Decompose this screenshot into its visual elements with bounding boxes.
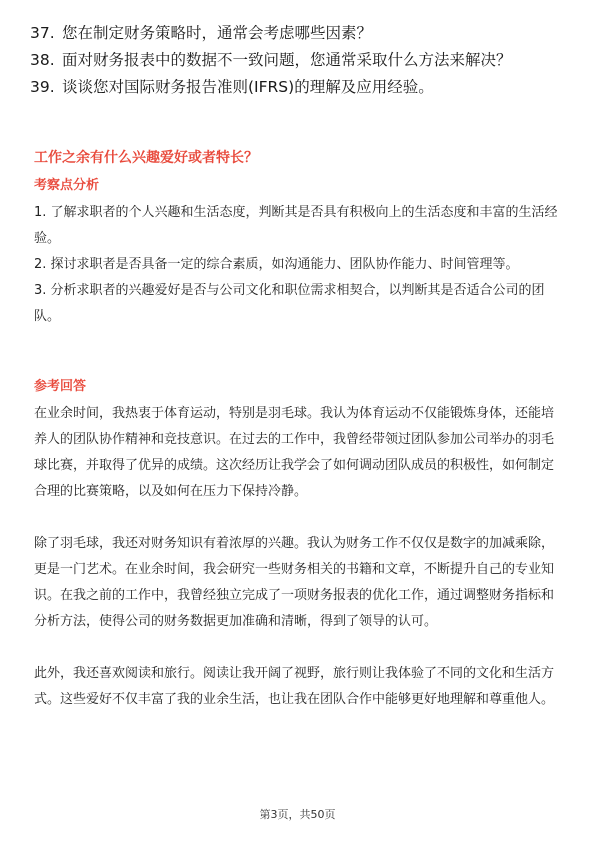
answer-paragraph: 在业余时间，我热衷于体育运动，特别是羽毛球。我认为体育运动不仅能锻炼身体，还能培养人的团队协作精神和竞技意识。在过去的工作中，我曾经带领过团队参加公司举办的羽毛球比赛，并取得了优异的成绩。这次经历让我学会了如何调动团队成员的积极性，如何制定合理的比赛策略，以及如何在压力下保持冷静。 [34,406,555,499]
question-list [30,22,570,103]
answer-heading: 参考回答 [34,379,87,394]
question-number: 37. [30,24,55,42]
analysis-point: 1. 了解求职者的个人兴趣和生活态度，判断其是否具有积极向上的生活态度和丰富的生活经验。 [34,205,558,246]
section-title: 工作之余有什么兴趣爱好或者特长？ [34,150,258,166]
page-number: 第3页，共50页 [259,808,336,821]
question-item [30,49,570,71]
answer-paragraph: 此外，我还喜欢阅读和旅行。阅读让我开阔了视野，旅行则让我体验了不同的文化和生活方式。这些爱好不仅丰富了我的业余生活，也让我在团队合作中能够更好地理解和尊重他人。 [34,666,555,707]
question-item [30,22,570,44]
question-number: 38. [30,51,55,69]
analysis-point: 3. 分析求职者的兴趣爱好是否与公司文化和职位需求相契合，以判断其是否适合公司的团队。 [34,283,545,324]
answer-paragraph: 除了羽毛球，我还对财务知识有着浓厚的兴趣。我认为财务工作不仅仅是数字的加减乘除，更是一门艺术。在业余时间，我会研究一些财务相关的书籍和文章，不断提升自己的专业知识。在我之前的工作中，我曾经独立完成了一项财务报表的优化工作，通过调整财务指标和分析方法，使得公司的财务数据更加准确和清晰，得到了领导的认可。 [34,536,555,629]
reference-answer [34,401,564,739]
question-item [30,76,570,98]
question-number: 39. [30,78,55,96]
question-text: 面对财务报表中的数据不一致问题，您通常采取什么方法来解决？ [62,51,512,69]
question-text: 您在制定财务策略时，通常会考虑哪些因素？ [62,24,373,42]
analysis-points [34,200,564,330]
analysis-point: 2. 探讨求职者是否具备一定的综合素质，如沟通能力、团队协作能力、时间管理等。 [34,257,519,272]
analysis-heading: 考察点分析 [34,178,100,193]
question-text: 谈谈您对国际财务报告准则(IFRS)的理解及应用经验。 [62,78,434,96]
